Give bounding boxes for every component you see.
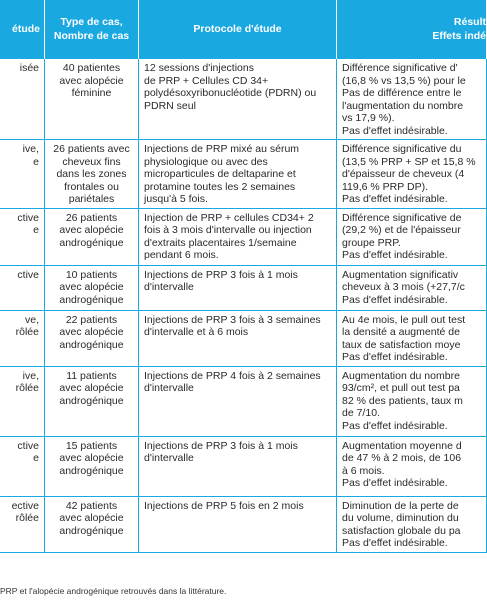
table-row: [0, 496, 487, 552]
cell-study: ctive e: [0, 208, 45, 265]
table-caption: PRP et l'alopécie androgénique retrouvés dans la littérature.: [0, 586, 227, 596]
cell-results: Différence significative d' (16,8 % vs 13,5 %) pour le Pas de différence entre le l'augmentation du nombre vs 17,9 %). Pas d'effet indésirable.: [337, 59, 487, 140]
cell-study: ive, e: [0, 140, 45, 209]
header-case-type: Type de cas, Nombre de cas: [45, 0, 139, 59]
cell-protocol: Injections de PRP mixé au sérum physiologique ou avec des microparticules de deltaparine et protamine toutes les 2 semaines jusqu'à 5 fois.: [139, 140, 337, 209]
table-row: [0, 59, 487, 140]
cell-study: ve, rôlée: [0, 310, 45, 366]
header-results: Résult Effets indé: [337, 0, 487, 59]
cell-results: Différence significative de (29,2 %) et de l'épaisseur groupe PRP. Pas d'effet indésirable.: [337, 208, 487, 265]
cell-study: ctive: [0, 265, 45, 310]
table-row: [0, 310, 487, 366]
cell-protocol: Injections de PRP 4 fois à 2 semaines d'intervalle: [139, 366, 337, 436]
cell-results: Au 4e mois, le pull out test la densité a augmenté de taux de satisfaction moye Pas d'effet indésirable.: [337, 310, 487, 366]
cell-results: Augmentation du nombre 93/cm², et pull out test pa 82 % des patients, taux m de 7/10. Pas d'effet indésirable.: [337, 366, 487, 436]
cell-protocol: 12 sessions d'injections de PRP + Cellules CD 34+ polydésoxyribonucléotide (PDRN) ou PDRN seul: [139, 59, 337, 140]
cell-results: Augmentation significativ cheveux à 3 mois (+27,7/c Pas d'effet indésirable.: [337, 265, 487, 310]
cell-results: Différence significative du (13,5 % PRP + SP et 15,8 % d'épaisseur de cheveux (4 119,6 % PRP DP). Pas d'effet indésirable.: [337, 140, 487, 209]
cell-cases: 22 patients avec alopécie androgénique: [45, 310, 139, 366]
cell-cases: 42 patients avec alopécie androgénique: [45, 496, 139, 552]
cell-protocol: Injection de PRP + cellules CD34+ 2 fois à 3 mois d'intervalle ou injection d'extraits placentaires 1/semaine pendant 6 mois.: [139, 208, 337, 265]
cell-study: ctive e: [0, 436, 45, 496]
cell-results: Diminution de la perte de du volume, diminution du satisfaction globale du pa Pas d'effet indésirable.: [337, 496, 487, 552]
table-row: [0, 208, 487, 265]
cell-protocol: Injections de PRP 5 fois en 2 mois: [139, 496, 337, 552]
cell-cases: 26 patients avec alopécie androgénique: [45, 208, 139, 265]
cell-results: Augmentation moyenne d de 47 % à 2 mois, de 106 à 6 mois. Pas d'effet indésirable.: [337, 436, 487, 496]
cell-study: ective rôlée: [0, 496, 45, 552]
cell-study: ive, rôlée: [0, 366, 45, 436]
cell-protocol: Injections de PRP 3 fois à 1 mois d'intervalle: [139, 436, 337, 496]
table-row: [0, 436, 487, 496]
header-protocol: Protocole d'étude: [139, 0, 337, 59]
cell-study: isée: [0, 59, 45, 140]
table-row: [0, 366, 487, 436]
cell-cases: 15 patients avec alopécie androgénique: [45, 436, 139, 496]
cell-cases: 40 patientes avec alopécie féminine: [45, 59, 139, 140]
table-row: [0, 140, 487, 209]
cell-cases: 11 patients avec alopécie androgénique: [45, 366, 139, 436]
table-row: [0, 265, 487, 310]
cell-cases: 26 patients avec cheveux fins dans les zones frontales ou pariétales: [45, 140, 139, 209]
table-header: [0, 0, 487, 59]
cell-protocol: Injections de PRP 3 fois à 1 mois d'intervalle: [139, 265, 337, 310]
header-study-type: étude: [0, 0, 45, 59]
cell-cases: 10 patients avec alopécie androgénique: [45, 265, 139, 310]
cell-protocol: Injections de PRP 3 fois à 3 semaines d'intervalle et à 6 mois: [139, 310, 337, 366]
